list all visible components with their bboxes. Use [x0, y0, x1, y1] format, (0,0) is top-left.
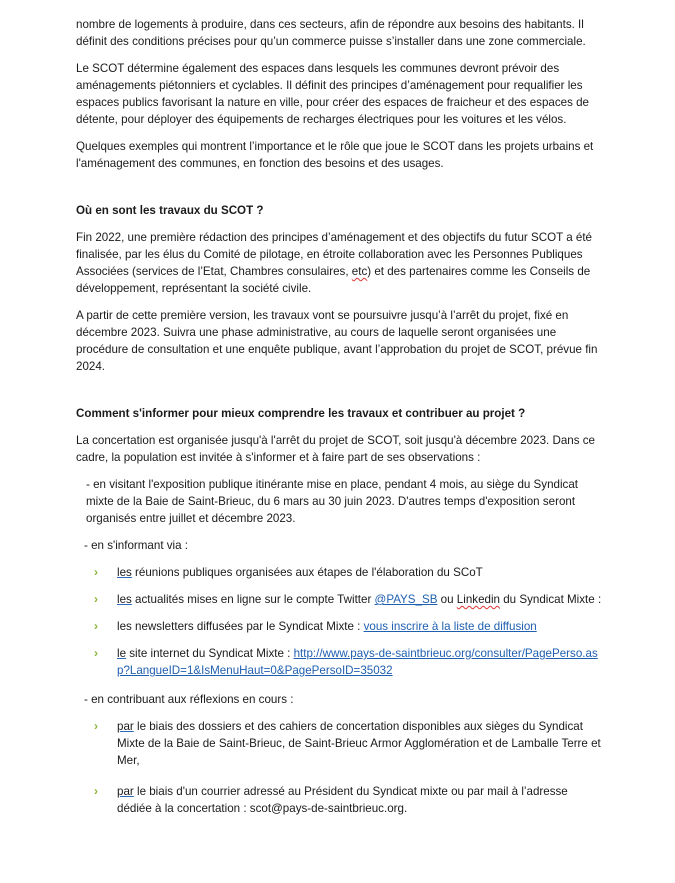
paragraph-fin-2022: Fin 2022, une première rédaction des principes d’aménagement et des objectifs du futur SCOT a été finalisée, par les élus du Comité de pilotage, en étroite collaboration avec les Personnes Publiques Associées (services de l’Etat, Chambres consulaires, etc) et des partenaires comme les Conseils de développement, représentant la société civile.	[76, 231, 593, 295]
chevron-right-icon: ›	[94, 565, 98, 579]
heading-travaux: Où en sont les travaux du SCOT ?	[76, 204, 264, 217]
heading-s-informer: Comment s'informer pour mieux comprendre les travaux et contribuer au projet ?	[76, 407, 526, 420]
chevron-right-icon: ›	[94, 784, 98, 798]
list-item: › par le biais des dossiers et des cahiers de concertation disponibles aux sièges du Syndicat Mixte de la Baie de Saint-Brieuc, de Saint-Brieuc Armor Agglomération et de Lamballe Terre et Mer,	[94, 719, 601, 767]
list-item: › les newsletters diffusées par le Syndicat Mixte : vous inscrire à la liste de diffusion	[94, 619, 537, 633]
chevron-right-icon: ›	[94, 592, 98, 606]
linkedin-link[interactable]: Linkedin	[456, 593, 500, 606]
paragraph-amenagements: Le SCOT détermine également des espaces dans lesquels les communes devront prévoir des aménagements piétonniers et cyclables. Il définit des principes d’aménagement pour requalifier les espaces publics favorisant la nature en ville, pour créer des espaces de fraicheur et des espaces de détente, pour déployer des équipements de recharges électriques pour les voitures et les vélos.	[76, 62, 589, 126]
list-contribution	[76, 718, 605, 817]
chevron-right-icon: ›	[94, 646, 98, 660]
paragraph-concertation: La concertation est organisée jusqu'à l'arrêt du projet de SCOT, soit jusqu'à décembre 2023. Dans ce cadre, la population est invitée à s'informer et à faire part de ses observations :	[76, 434, 595, 464]
paragraph-contribuant: - en contribuant aux réflexions en cours :	[84, 693, 294, 706]
website-link[interactable]: http://www.pays-de-saintbrieuc.org/consulter/PagePerso.asp?LangueID=1&IsMenuHaut=0&PagePersoID=35032	[117, 647, 598, 677]
paragraph-logements: nombre de logements à produire, dans ces secteurs, afin de répondre aux besoins des habitants. Il définit des conditions précises pour qu’un commerce puisse s’installer dans une zone commerciale.	[76, 18, 586, 48]
list-item: › les actualités mises en ligne sur le compte Twitter @PAYS_SB ou Linkedin du Syndicat Mixte :	[94, 592, 602, 606]
list-information	[76, 564, 605, 679]
chevron-right-icon: ›	[94, 719, 98, 733]
paragraph-s-informant: - en s'informant via :	[84, 539, 189, 552]
list-item: › le site internet du Syndicat Mixte : http://www.pays-de-saintbrieuc.org/consulter/PagePerso.asp?LangueID=1&IsMenuHaut=0&PagePersoID=35032	[94, 646, 598, 677]
list-item: › par le biais d'un courrier adressé au Président du Syndicat mixte ou par mail à l’adresse dédiée à la concertation : scot@pays-de-saintbrieuc.org.	[94, 784, 568, 815]
paragraph-exemples: Quelques exemples qui montrent l’importance et le rôle que joue le SCOT dans les projets urbains et l'aménagement des communes, en fonction des besoins et des usages.	[76, 140, 594, 170]
list-item: › les réunions publiques organisées aux étapes de l'élaboration du SCoT	[94, 565, 483, 579]
spellcheck-word-etc: etc	[351, 265, 368, 278]
twitter-link[interactable]: @PAYS_SB	[374, 593, 438, 606]
chevron-right-icon: ›	[94, 619, 98, 633]
newsletter-subscribe-link[interactable]: vous inscrire à la liste de diffusion	[363, 620, 537, 633]
paragraph-premiere-version: A partir de cette première version, les travaux vont se poursuivre jusqu’à l’arrêt du projet, fixé en décembre 2023. Suivra une phase administrative, au cours de laquelle seront organisées une procédure de consultation et une enquête publique, avant l’approbation du projet de SCOT, prévue fin 2024.	[76, 309, 598, 373]
paragraph-exposition: - en visitant l'exposition publique itinérante mise en place, pendant 4 mois, au siège du Syndicat mixte de la Baie de Saint-Brieuc, du 6 mars au 30 juin 2023. D'autres temps d'exposition seront organisés entre juillet et décembre 2023.	[86, 478, 579, 525]
